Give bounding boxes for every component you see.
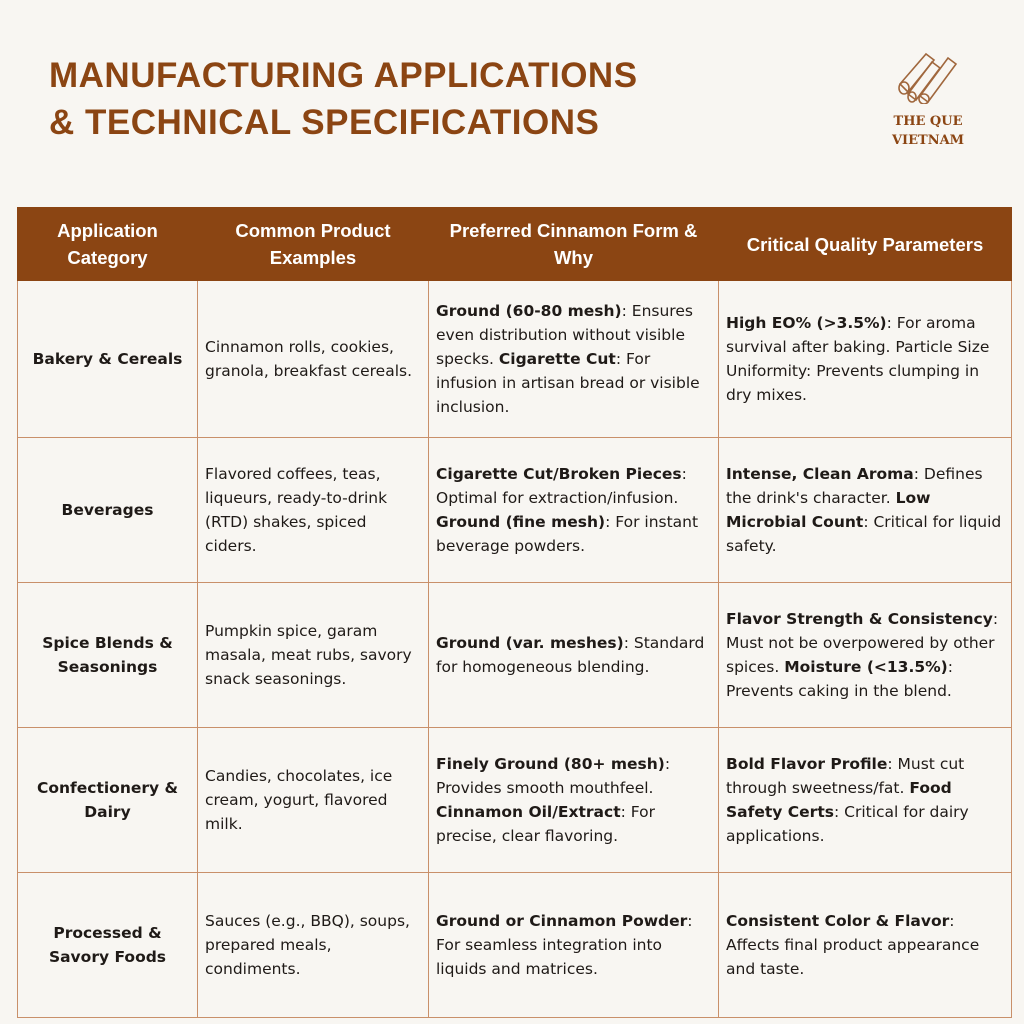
description-text: : Critical for liquid safety. bbox=[726, 513, 1002, 555]
bold-term: Cigarette Cut bbox=[498, 350, 616, 368]
table-row bbox=[18, 438, 1012, 583]
description-text: : For precise, clear flavoring. bbox=[436, 803, 655, 845]
quality-parameters-cell bbox=[719, 281, 1012, 438]
category-cell: Beverages bbox=[18, 438, 198, 583]
logo-text-line-1: THE QUE bbox=[893, 114, 963, 129]
page-title bbox=[49, 52, 638, 146]
category-cell: Confectionery & Dairy bbox=[18, 728, 198, 873]
bold-term: Bold Flavor Profile bbox=[726, 755, 888, 773]
bold-term: Low Microbial Count bbox=[726, 489, 931, 531]
bold-term: Ground (var. meshes) bbox=[436, 634, 624, 652]
description-text: : For instant beverage powders. bbox=[436, 513, 699, 555]
table-row bbox=[18, 728, 1012, 873]
title-line-1: MANUFACTURING APPLICATIONS bbox=[49, 56, 638, 95]
logo-text-line-2: VIETNAM bbox=[891, 133, 965, 148]
description-text: : Defines the drink's character. bbox=[726, 465, 983, 507]
bold-term: Intense, Clean Aroma bbox=[726, 465, 914, 483]
description-text: : For infusion in artisan bread or visible inclusion. bbox=[436, 350, 700, 416]
description-text: : Ensures even distribution without visible specks. bbox=[436, 302, 693, 368]
examples-cell: Candies, chocolates, ice cream, yogurt, flavored milk. bbox=[198, 728, 429, 873]
description-text: : Affects final product appearance and taste. bbox=[726, 912, 980, 978]
table-row bbox=[18, 873, 1012, 1018]
description-text: : Must cut through sweetness/fat. bbox=[726, 755, 965, 797]
bold-term: Food Safety Certs bbox=[726, 779, 952, 821]
header-application-category: Application Category bbox=[18, 208, 198, 281]
bold-term: Cinnamon Oil/Extract bbox=[436, 803, 621, 821]
bold-term: Moisture (<13.5%) bbox=[784, 658, 948, 676]
description-text: : Prevents caking in the blend. bbox=[726, 658, 953, 700]
cinnamon-form-cell bbox=[429, 438, 719, 583]
header-critical-quality-parameters: Critical Quality Parameters bbox=[719, 208, 1012, 281]
description-text: : For aroma survival after baking. Particle Size Uniformity: Prevents clumping in dry mixes. bbox=[726, 314, 990, 404]
examples-cell: Flavored coffees, teas, liqueurs, ready-to-drink (RTD) shakes, spiced ciders. bbox=[198, 438, 429, 583]
cinnamon-form-cell bbox=[429, 728, 719, 873]
bold-term: High EO% (>3.5%) bbox=[726, 314, 887, 332]
table-row bbox=[18, 583, 1012, 728]
description-text: : Critical for dairy applications. bbox=[726, 803, 969, 845]
table-row bbox=[18, 281, 1012, 438]
description-text: : Must not be overpowered by other spices. bbox=[726, 610, 999, 676]
quality-parameters-cell bbox=[719, 438, 1012, 583]
description-text: : Optimal for extraction/infusion. bbox=[436, 465, 687, 507]
cinnamon-form-cell bbox=[429, 281, 719, 438]
quality-parameters-cell bbox=[719, 873, 1012, 1018]
category-cell: Processed & Savory Foods bbox=[18, 873, 198, 1018]
title-line-2: & TECHNICAL SPECIFICATIONS bbox=[49, 103, 600, 142]
specifications-table bbox=[17, 207, 1012, 1018]
category-cell: Bakery & Cereals bbox=[18, 281, 198, 438]
quality-parameters-cell bbox=[719, 583, 1012, 728]
header-common-product-examples: Common Product Examples bbox=[198, 208, 429, 281]
bold-term: Ground (60-80 mesh) bbox=[436, 302, 622, 320]
bold-term: Consistent Color & Flavor bbox=[726, 912, 950, 930]
cinnamon-form-cell bbox=[429, 873, 719, 1018]
bold-term: Ground (fine mesh) bbox=[436, 513, 606, 531]
bold-term: Cigarette Cut/Broken Pieces bbox=[436, 465, 682, 483]
bold-term: Ground or Cinnamon Powder bbox=[436, 912, 688, 930]
bold-term: Finely Ground (80+ mesh) bbox=[436, 755, 665, 773]
description-text: : Standard for homogeneous blending. bbox=[436, 634, 705, 676]
bold-term: Flavor Strength & Consistency bbox=[726, 610, 993, 628]
header-preferred-cinnamon-form: Preferred Cinnamon Form & Why bbox=[429, 208, 719, 281]
logo bbox=[878, 48, 978, 150]
description-text: : Provides smooth mouthfeel. bbox=[436, 755, 671, 797]
category-cell: Spice Blends & Seasonings bbox=[18, 583, 198, 728]
description-text: : For seamless integration into liquids and matrices. bbox=[436, 912, 693, 978]
examples-cell: Cinnamon rolls, cookies, granola, breakfast cereals. bbox=[198, 281, 429, 438]
cinnamon-form-cell bbox=[429, 583, 719, 728]
examples-cell: Sauces (e.g., BBQ), soups, prepared meals, condiments. bbox=[198, 873, 429, 1018]
table-header-row bbox=[18, 208, 1012, 281]
quality-parameters-cell bbox=[719, 728, 1012, 873]
examples-cell: Pumpkin spice, garam masala, meat rubs, savory snack seasonings. bbox=[198, 583, 429, 728]
cinnamon-sticks-icon bbox=[896, 48, 960, 104]
